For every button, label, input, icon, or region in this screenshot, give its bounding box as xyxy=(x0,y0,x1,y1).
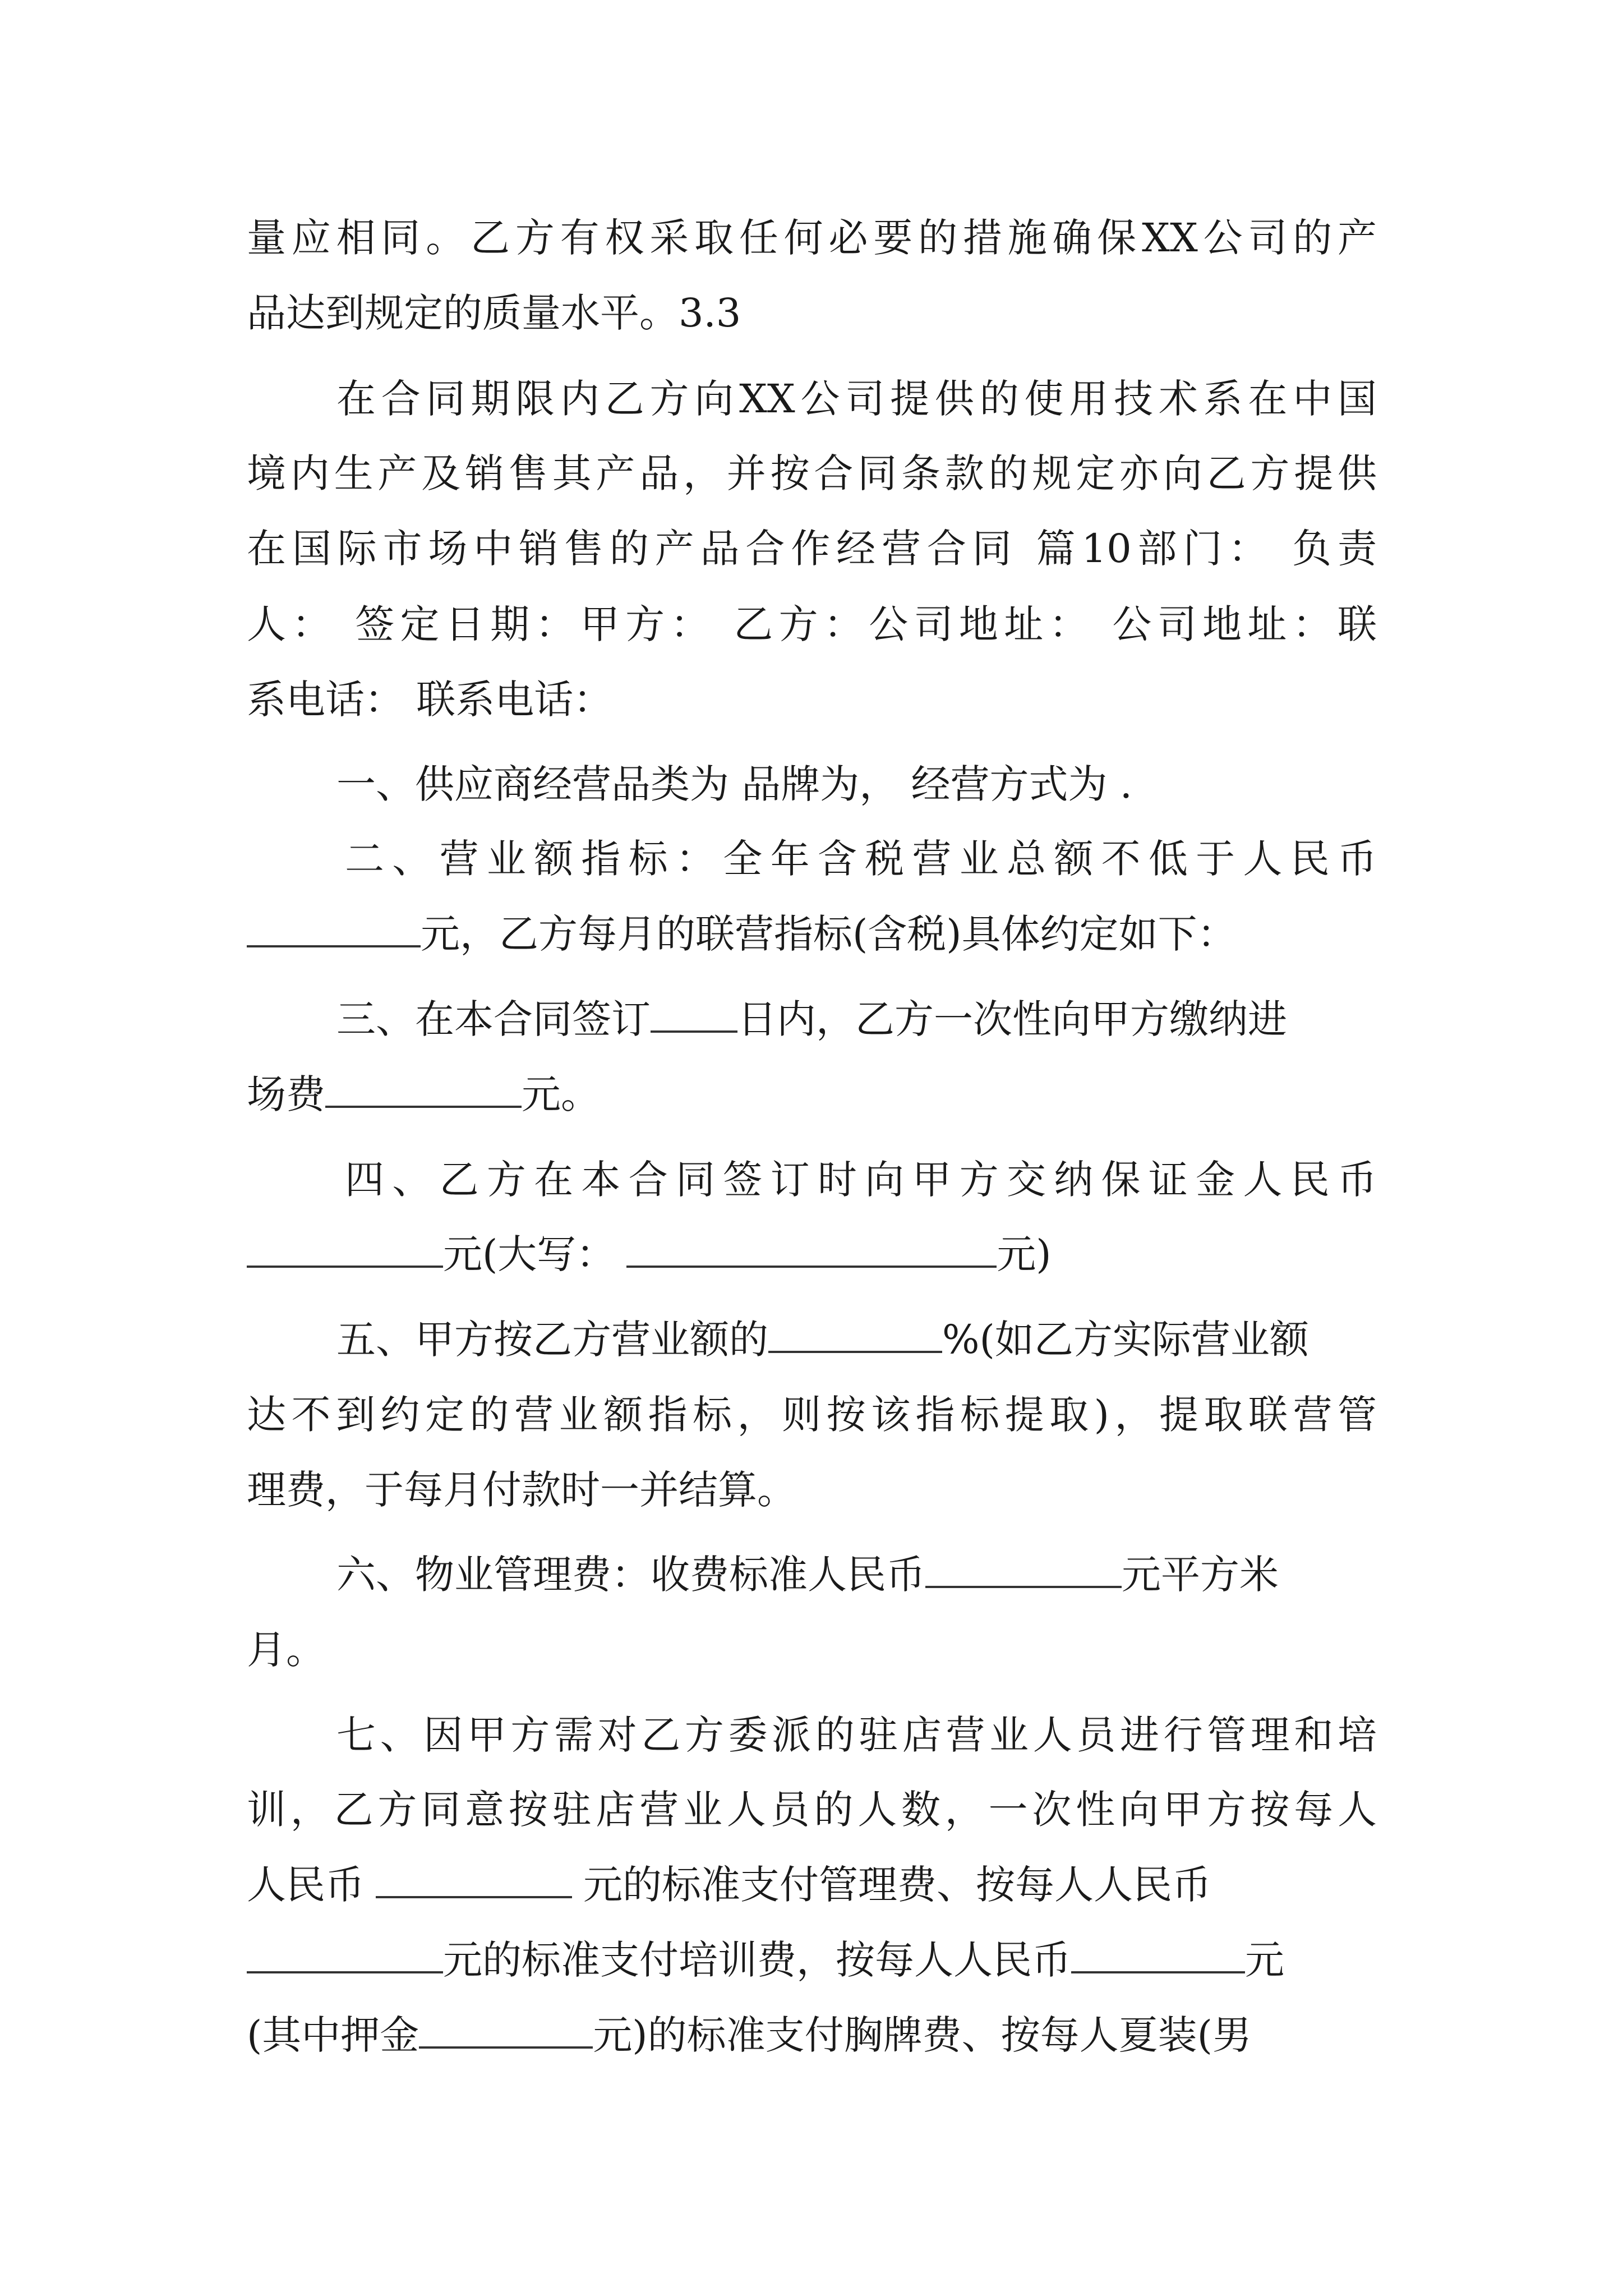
fill-blank xyxy=(247,906,421,947)
line-text: %(如乙方实际营业额 xyxy=(942,1317,1309,1363)
text-line xyxy=(336,370,1377,428)
line-text: 六、物业管理费：收费标准人民币 xyxy=(336,1552,925,1598)
line-text: 月。 xyxy=(247,1627,325,1673)
line-text: 元平方米 xyxy=(1122,1552,1279,1598)
line-text: 五、甲方按乙方营业额的 xyxy=(336,1317,768,1363)
fill-blank xyxy=(1071,1932,1245,1973)
text-line xyxy=(247,670,1377,729)
text-line xyxy=(247,1780,1377,1839)
line-text: 一、供应商经营品类为 品牌为， 经营方式为 . xyxy=(336,761,1133,807)
text-line xyxy=(345,830,1377,888)
line-text: 元 xyxy=(1245,1937,1284,1983)
text-line xyxy=(247,1065,1377,1124)
line-text: 品达到规定的质量水平。3.3 xyxy=(247,290,741,336)
line-text: 元的标准支付管理费、按每人人民币 xyxy=(583,1862,1211,1908)
text-line xyxy=(247,284,1377,342)
line-text: 元，乙方每月的联营指标(含税)具体约定如下： xyxy=(421,911,1237,957)
fill-blank xyxy=(247,1226,443,1268)
line-text: 四、乙方在本合同签订时向甲方交纳保证金人民币 xyxy=(345,1157,1377,1203)
text-line xyxy=(247,444,1377,503)
line-text: 二、营业额指标：全年含税营业总额不低于人民币 xyxy=(345,836,1377,882)
line-text: 量应相同。乙方有权采取任何必要的措施确保XX公司的产 xyxy=(247,215,1377,261)
text-line xyxy=(247,595,1377,654)
line-text: 三、在本合同签订 xyxy=(336,996,651,1042)
text-line xyxy=(247,1931,1377,1989)
fill-blank xyxy=(376,1857,572,1898)
line-text: 人民币 xyxy=(247,1862,365,1908)
text-line xyxy=(345,1151,1377,1209)
text-line xyxy=(247,519,1377,578)
line-text: 元)的标准支付胸牌费、按每人夏装(男 xyxy=(593,2012,1252,2058)
text-line xyxy=(336,1545,1377,1604)
line-text: 在合同期限内乙方向XX公司提供的使用技术系在中国 xyxy=(336,376,1377,422)
text-line xyxy=(247,1386,1377,1444)
fill-blank xyxy=(651,991,737,1033)
line-text: 七、因甲方需对乙方委派的驻店营业人员进行管理和培 xyxy=(336,1712,1377,1758)
line-text: 系电话： 联系电话： xyxy=(247,677,613,723)
line-text: 理费，于每月付款时一并结算。 xyxy=(247,1467,796,1513)
line-text: 元。 xyxy=(522,1071,600,1117)
line-text: 人： 签定日期：甲方： 乙方：公司地址： 公司地址：联 xyxy=(247,601,1377,647)
text-line xyxy=(247,1225,1377,1283)
text-line xyxy=(247,905,1377,963)
text-line xyxy=(336,990,1377,1048)
line-text: (其中押金 xyxy=(247,2012,419,2058)
fill-blank xyxy=(419,2007,593,2049)
text-line xyxy=(247,1461,1377,1519)
text-line xyxy=(336,1310,1377,1369)
fill-blank xyxy=(768,1312,942,1353)
line-text: 达不到约定的营业额指标，则按该指标提取)，提取联营管 xyxy=(247,1392,1377,1438)
text-line xyxy=(247,209,1377,267)
line-text: 元) xyxy=(997,1231,1052,1277)
fill-blank xyxy=(325,1066,522,1108)
text-line xyxy=(247,1621,1377,1679)
text-line xyxy=(247,1856,1377,1914)
line-text: 日内，乙方一次性向甲方缴纳进 xyxy=(737,996,1287,1042)
line-text: 在国际市场中销售的产品合作经营合同 篇10部门： 负责 xyxy=(247,526,1377,572)
text-line xyxy=(247,2006,1377,2064)
line-text: 元的标准支付培训费，按每人人民币 xyxy=(443,1937,1071,1983)
fill-blank xyxy=(925,1547,1122,1588)
line-text: 训，乙方同意按驻店营业人员的人数，一次性向甲方按每人 xyxy=(247,1787,1377,1833)
fill-blank xyxy=(626,1226,997,1268)
text-line xyxy=(336,755,1377,813)
text-line xyxy=(336,1706,1377,1764)
line-text: 场费 xyxy=(247,1071,325,1117)
line-text: 境内生产及销售其产品，并按合同条款的规定亦向乙方提供 xyxy=(247,450,1377,496)
fill-blank xyxy=(247,1932,443,1973)
line-text: 元(大写： xyxy=(443,1231,616,1277)
